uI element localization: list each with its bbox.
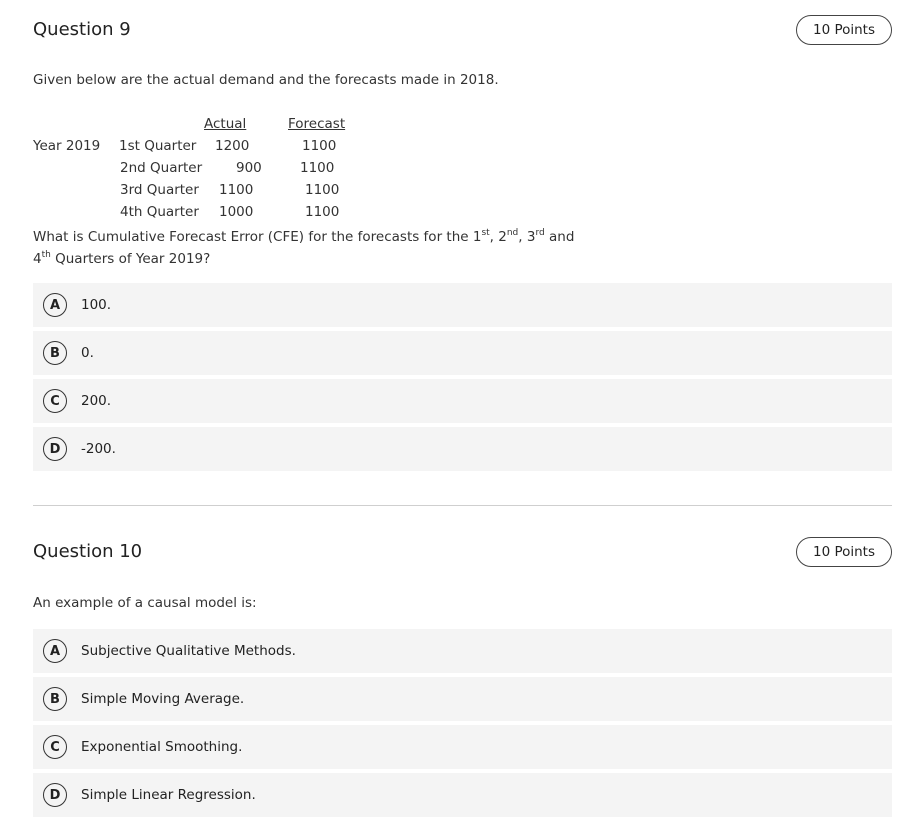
- option-text: 200.: [81, 393, 112, 409]
- row-actual: 1200: [215, 138, 250, 154]
- row-forecast: 1100: [305, 182, 340, 198]
- row-actual: 900: [236, 160, 262, 176]
- option-text: Exponential Smoothing.: [81, 739, 243, 755]
- header-actual: Actual: [204, 116, 247, 132]
- option-letter: C: [43, 735, 67, 759]
- option-text: 100.: [81, 297, 112, 313]
- row-quarter: 3rd Quarter: [120, 182, 199, 198]
- option-text: Simple Linear Regression.: [81, 787, 256, 803]
- question-prompt: Given below are the actual demand and the forecasts made in 2018.: [33, 72, 499, 88]
- option-letter: D: [43, 783, 67, 807]
- row-forecast: 1100: [302, 138, 337, 154]
- row-quarter: 2nd Quarter: [120, 160, 203, 176]
- answer-option-d[interactable]: [33, 773, 892, 817]
- question-prompt: An example of a causal model is:: [33, 595, 257, 611]
- question-divider: [33, 505, 892, 506]
- question-text: What is Cumulative Forecast Error (CFE) for the forecasts for the 1st, 2nd, 3rd and 4th Quarters of Year 2019?: [33, 227, 575, 267]
- answer-option-d[interactable]: [33, 427, 892, 471]
- option-text: Subjective Qualitative Methods.: [81, 643, 296, 659]
- answer-option-a[interactable]: [33, 283, 892, 327]
- row-actual: 1000: [219, 204, 254, 220]
- demand-table: [33, 116, 593, 226]
- option-text: Simple Moving Average.: [81, 691, 245, 707]
- answer-option-b[interactable]: [33, 331, 892, 375]
- row-quarter: 1st Quarter: [119, 138, 197, 154]
- question-title: Question 9: [33, 19, 131, 40]
- option-letter: C: [43, 389, 67, 413]
- row-actual: 1100: [219, 182, 254, 198]
- year-label: Year 2019: [33, 138, 101, 154]
- points-badge: 10 Points: [796, 537, 892, 567]
- option-text: 0.: [81, 345, 94, 361]
- row-forecast: 1100: [300, 160, 335, 176]
- option-letter: A: [43, 639, 67, 663]
- answer-option-c[interactable]: [33, 379, 892, 423]
- answer-option-c[interactable]: [33, 725, 892, 769]
- row-quarter: 4th Quarter: [120, 204, 199, 220]
- option-letter: B: [43, 341, 67, 365]
- option-letter: D: [43, 437, 67, 461]
- answer-option-a[interactable]: [33, 629, 892, 673]
- answer-option-b[interactable]: [33, 677, 892, 721]
- option-text: -200.: [81, 441, 116, 457]
- header-forecast: Forecast: [288, 116, 346, 132]
- row-forecast: 1100: [305, 204, 340, 220]
- option-letter: B: [43, 687, 67, 711]
- question-title: Question 10: [33, 541, 143, 562]
- points-badge: 10 Points: [796, 15, 892, 45]
- option-letter: A: [43, 293, 67, 317]
